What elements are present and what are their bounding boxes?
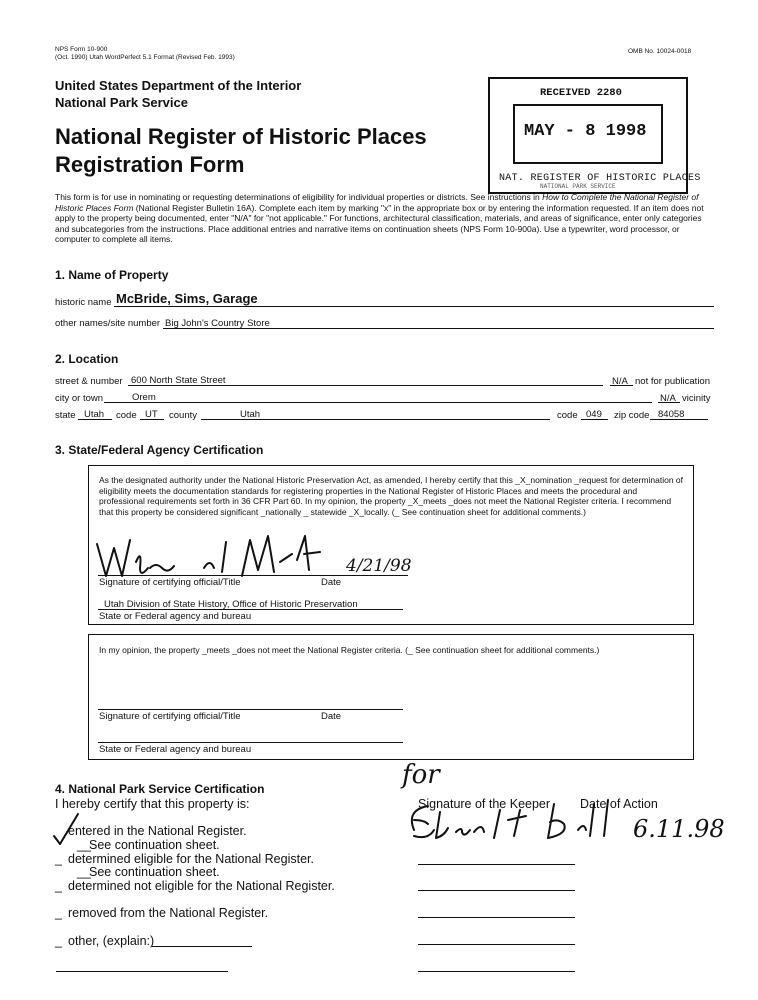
zip-value: 84058 — [658, 409, 685, 420]
status-eligible: determined eligible for the National Register. — [68, 852, 314, 866]
form-number: NPS Form 10-900 — [55, 46, 108, 53]
page-title: National Register of Historic Places — [55, 124, 427, 149]
state-label: state — [55, 410, 76, 421]
section3-heading: 3. State/Federal Agency Certification — [55, 443, 264, 457]
code2-label: code — [557, 410, 578, 421]
street-value: 600 North State Street — [131, 375, 226, 386]
opinion-text: In my opinion, the property _meets _does not meet the National Register criteria. (_ See continuation sheet for additional comments.) — [99, 645, 600, 655]
certify-statement: I hereby certify that this property is: — [55, 797, 250, 811]
keeper-for-note: for — [402, 760, 440, 790]
stamp-received: RECEIVED 2280 — [540, 87, 622, 99]
other-names-label: other names/site number — [55, 318, 161, 329]
status-entered-continuation: See continuation sheet. — [89, 838, 220, 852]
keeper-action-date: 6.11.98 — [633, 815, 725, 843]
date-label-1: Date — [321, 577, 342, 588]
status-not-eligible: determined not eligible for the National Register. — [68, 879, 335, 893]
form-version: (Oct. 1990) Utah WordPerfect 5.1 Format (Revised Feb. 1993) — [55, 54, 235, 61]
omb-number: OMB No. 10024-0018 — [628, 48, 692, 55]
historic-name-value: McBride, Sims, Garage — [116, 291, 258, 306]
agency-label-1: State or Federal agency and bureau — [99, 611, 252, 622]
keeper-signature — [404, 790, 634, 850]
code-value: UT — [145, 409, 158, 420]
agency-label-2: State or Federal agency and bureau — [99, 744, 252, 755]
sig-label-1: Signature of certifying official/Title — [99, 577, 241, 588]
street-label: street & number — [55, 376, 123, 387]
code2-value: 049 — [586, 409, 602, 420]
not-for-publication-value: N/A — [612, 376, 628, 387]
status-removed: removed from the National Register. — [68, 906, 269, 920]
certification-signature-date: 4/21/98 — [346, 556, 412, 576]
section2-heading: 2. Location — [55, 352, 119, 366]
city-label: city or town — [55, 393, 104, 404]
date-label-2: Date — [321, 711, 342, 722]
stamp-nat-reg: NAT. REGISTER OF HISTORIC PLACES — [499, 173, 701, 184]
county-label: county — [169, 410, 197, 421]
zip-label: zip code — [614, 410, 650, 421]
status-eligible-continuation: See continuation sheet. — [89, 865, 220, 879]
other-names-value: Big John's Country Store — [165, 318, 270, 329]
intro-paragraph: This form is for use in nominating or requesting determinations of eligibility for individual properties or districts. See instructions in How to Complete the National Register of Historic Places Form (National Register Bulletin 16A). Complete each item by marking "x" in the appropriate box or by entering the information requested. If an item does not apply to the property being documented, enter "N/A" for "not applicable." For functions, architectural classification, materials, and areas of significance, enter only categories and subcategories from the instructions. Place additional entries and narrative items on continuation sheets (NPS Form 10-900a). Use a typewriter, word processor, or computer to complete all items. — [55, 192, 704, 244]
city-value: Orem — [132, 392, 156, 403]
keeper-signature-label: Signature of the Keeper — [418, 797, 551, 811]
not-for-publication-label: not for publication — [635, 376, 710, 387]
section4-heading: 4. National Park Service Certification — [55, 782, 265, 796]
historic-name-label: historic name — [55, 297, 112, 308]
vicinity-value: N/A — [660, 393, 676, 404]
county-value: Utah — [240, 409, 261, 420]
page-subtitle: Registration Form — [55, 152, 245, 177]
stamp-sub: NATIONAL PARK SERVICE — [540, 183, 616, 190]
department-name: United States Department of the Interior — [55, 78, 302, 93]
status-entered: entered in the National Register. — [68, 824, 247, 838]
certification-text: As the designated authority under the National Historic Preservation Act, as amended, I hereby certify that this _X_nomination _request for determination of eligibility meets the documentation standards for registering properties in the National Register of Historic Places and meets the procedural and professional requirements set forth in 36 CFR Part 60. In my opinion, the property _X_meets _does not meet the National Register criteria. I recommend that this property be considered significant _nationally _ statewide _X_locally. (_ See continuation sheet for additional comments.) — [99, 475, 683, 517]
state-value: Utah — [84, 409, 105, 420]
status-other: other, (explain:) — [68, 934, 155, 948]
sig-label-2: Signature of certifying official/Title — [99, 711, 241, 722]
vicinity-label: vicinity — [682, 393, 711, 404]
section1-heading: 1. Name of Property — [55, 268, 169, 282]
stamp-date: MAY - 8 1998 — [524, 122, 647, 141]
code-label: code — [116, 410, 137, 421]
service-name: National Park Service — [55, 95, 188, 110]
date-of-action-label: Date of Action — [580, 797, 658, 811]
agency-value: Utah Division of State History, Office of Historic Preservation — [104, 599, 358, 610]
